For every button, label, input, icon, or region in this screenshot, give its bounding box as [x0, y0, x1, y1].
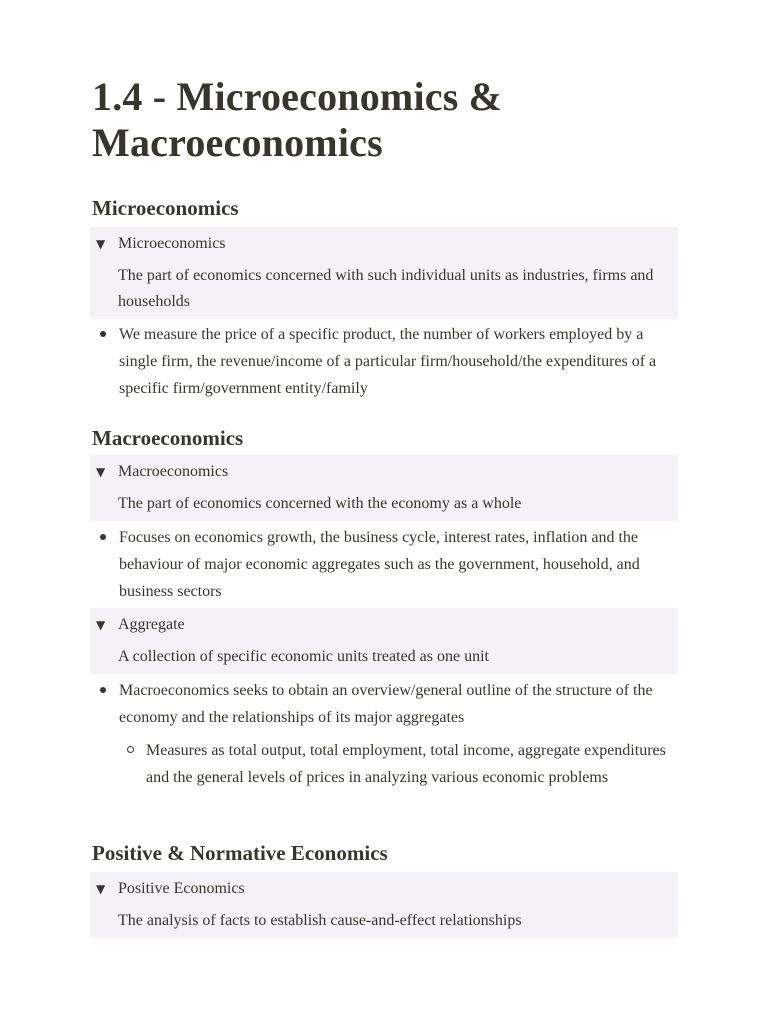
list-item	[92, 321, 678, 402]
list-item-text: Macroeconomics seeks to obtain an overview/general outline of the structure of the economy and the relationships of its major aggregates	[119, 682, 653, 726]
toggle-block-positive-economics[interactable]	[90, 872, 678, 938]
section-heading-positive-normative: Positive & Normative Economics	[92, 841, 388, 865]
list-item-text: We measure the price of a specific product, the number of workers employed by a single firm, the revenue/income of a particular firm/household/the expenditures of a specific firm/government entity/family	[119, 326, 657, 397]
section-heading-microeconomics: Microeconomics	[92, 196, 239, 220]
sub-list-item-text: Measures as total output, total employment, total income, aggregate expenditures and the general levels of prices in analyzing various economic problems	[146, 742, 666, 786]
toggle-body-text: The analysis of facts to establish cause-and-effect relationships	[118, 912, 522, 929]
triangle-down-icon[interactable]: ▼	[96, 618, 106, 632]
page-title: 1.4 - Microeconomics & Macroeconomics	[92, 74, 503, 165]
bullet-dot-icon	[100, 687, 106, 693]
toggle-label: Positive Economics	[118, 880, 245, 897]
list-item	[92, 677, 678, 731]
toggle-label: Microeconomics	[118, 235, 226, 252]
toggle-label: Aggregate	[118, 616, 185, 633]
hollow-circle-icon	[127, 746, 134, 753]
toggle-block-aggregate[interactable]	[90, 608, 678, 674]
toggle-block-microeconomics[interactable]	[90, 227, 678, 319]
triangle-down-icon[interactable]: ▼	[96, 465, 106, 479]
list-item	[92, 524, 678, 605]
toggle-body-text: A collection of specific economic units treated as one unit	[118, 648, 489, 665]
toggle-block-macroeconomics[interactable]	[90, 455, 678, 521]
sub-list-item	[119, 737, 678, 791]
toggle-label: Macroeconomics	[118, 463, 229, 480]
list-item-text: Focuses on economics growth, the business cycle, interest rates, inflation and the behaviour of major economic aggregates such as the government, household, and business sectors	[119, 529, 640, 600]
bullet-dot-icon	[100, 534, 106, 540]
triangle-down-icon[interactable]: ▼	[96, 882, 106, 896]
triangle-down-icon[interactable]: ▼	[96, 237, 106, 251]
bullet-dot-icon	[100, 331, 106, 337]
section-heading-macroeconomics: Macroeconomics	[92, 426, 244, 450]
toggle-body-text: The part of economics concerned with the economy as a whole	[118, 495, 522, 512]
toggle-body-text: The part of economics concerned with such individual units as industries, firms and households	[118, 267, 654, 310]
